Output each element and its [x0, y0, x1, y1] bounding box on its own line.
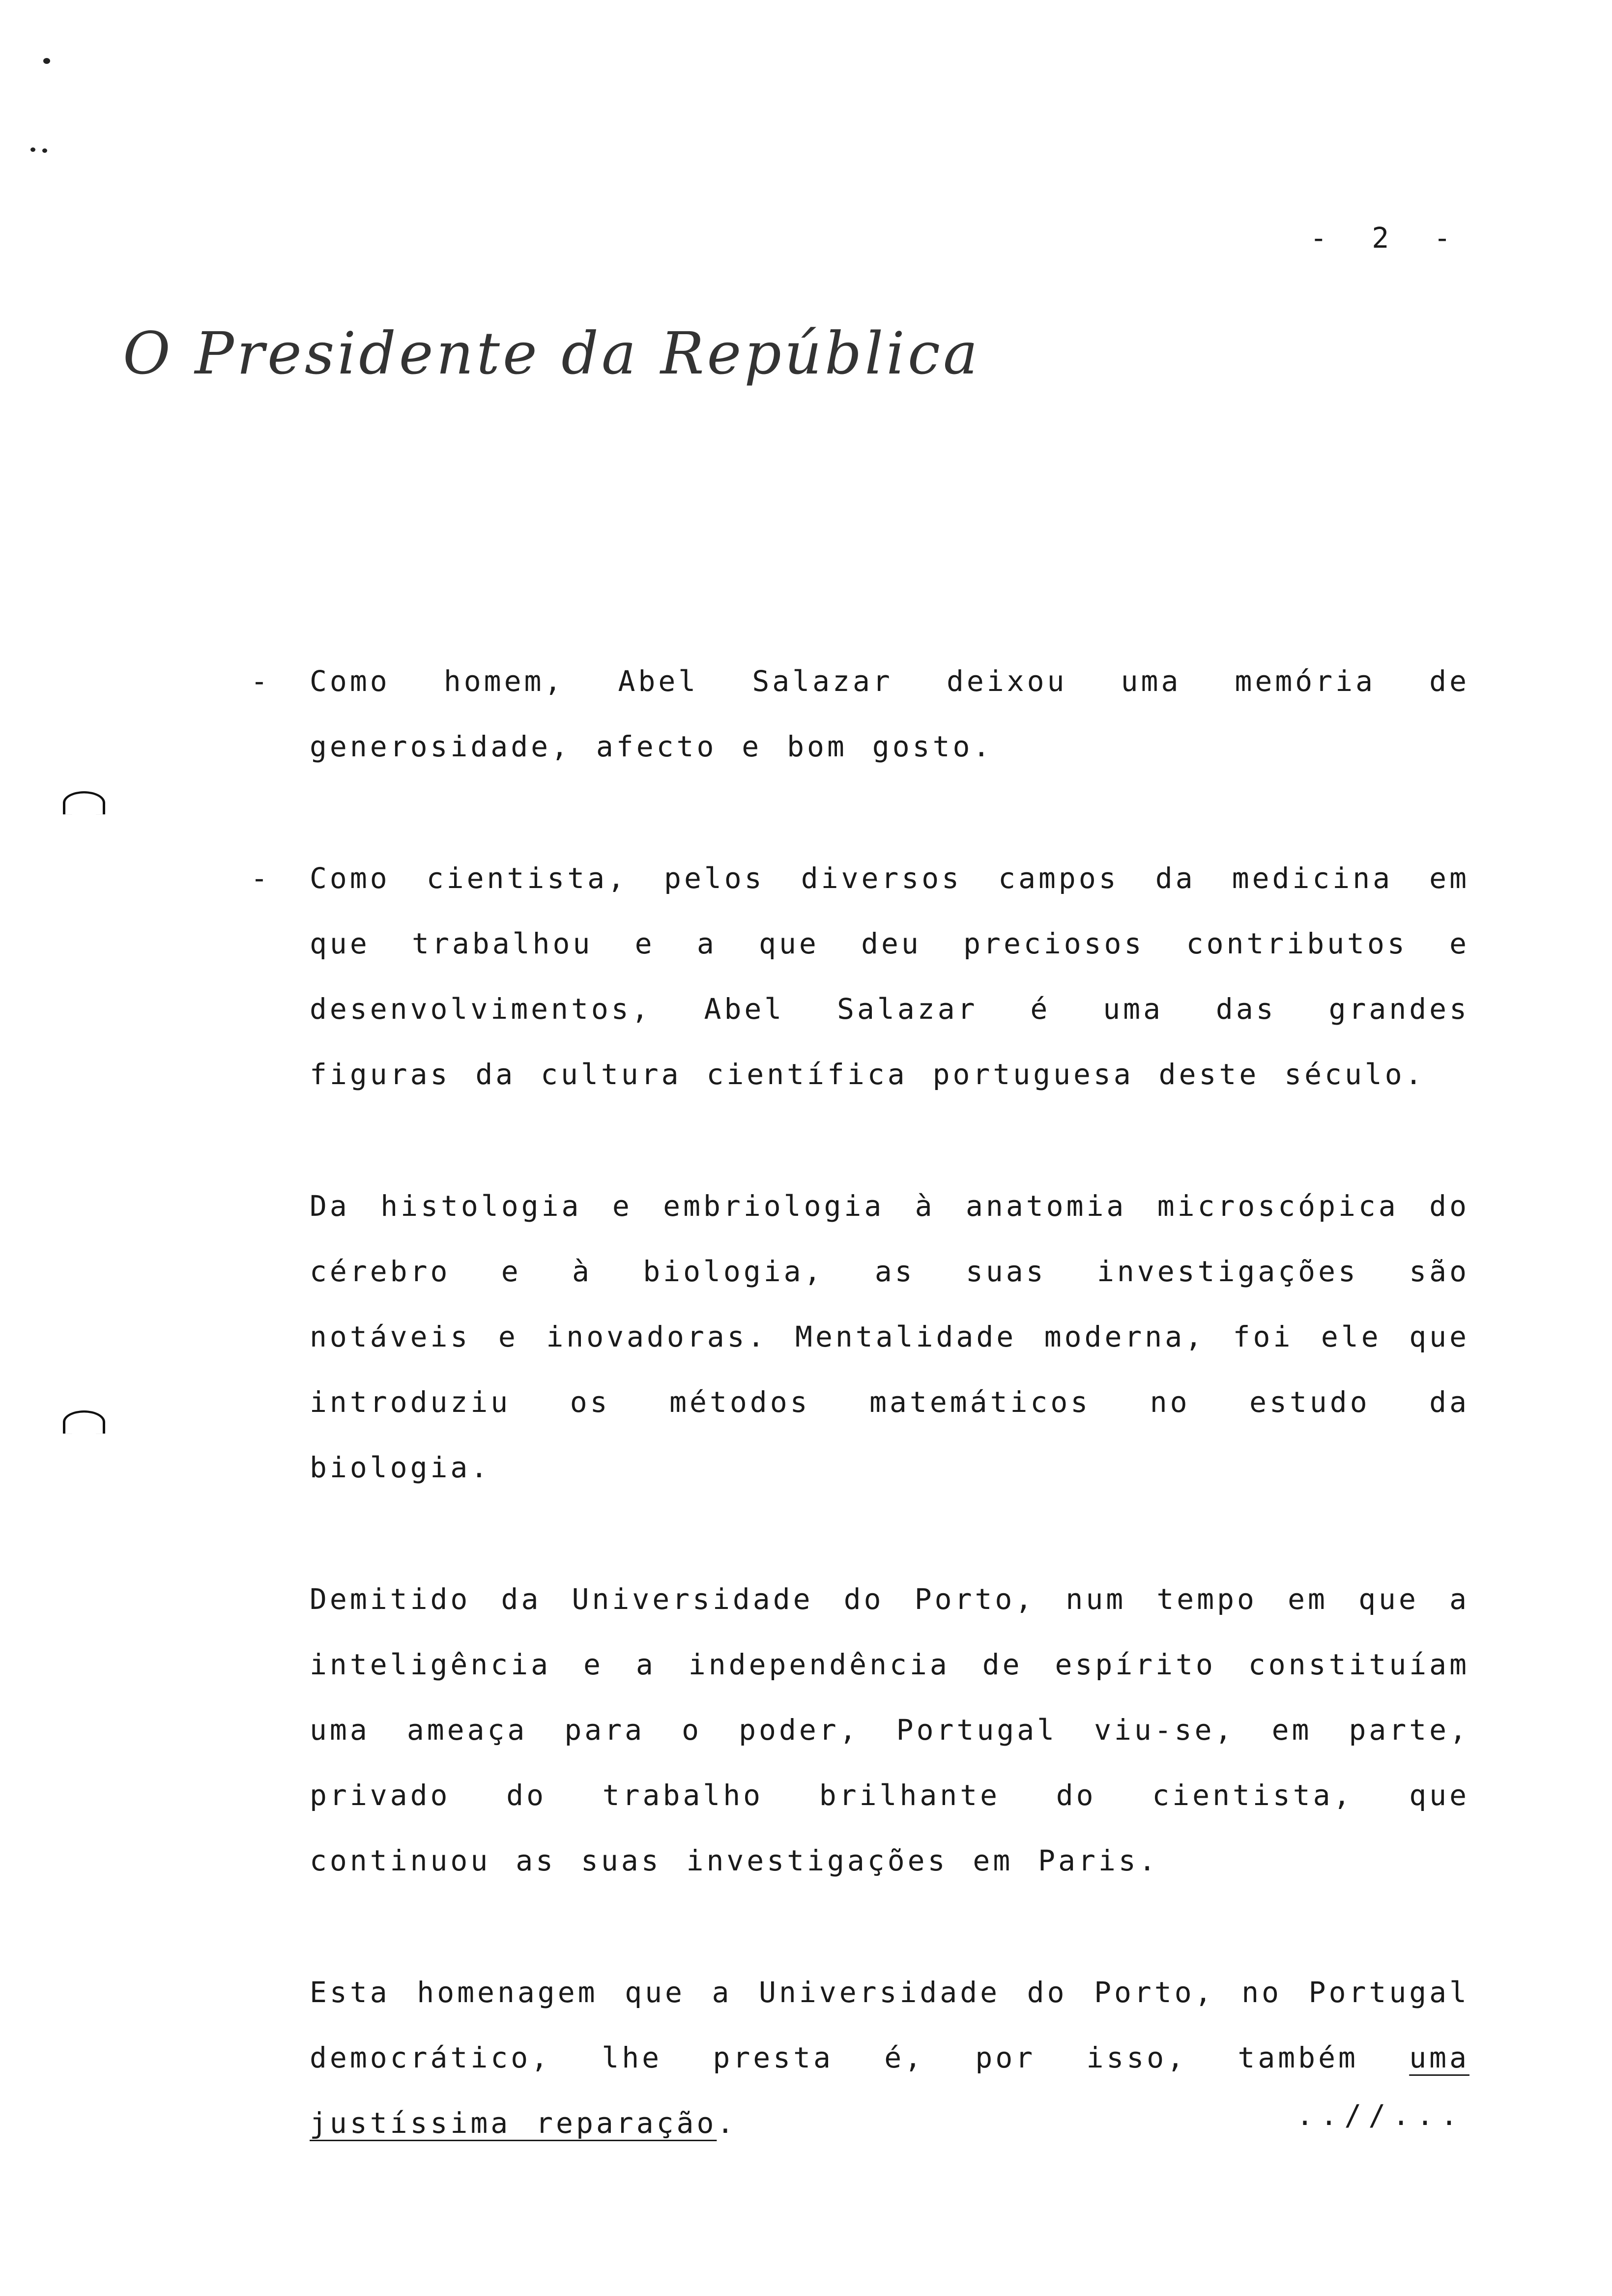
paragraph-2	[251, 846, 1469, 1107]
scan-speck	[30, 147, 35, 152]
letterhead: O Presidente da República	[123, 319, 981, 387]
punch-hole-mark	[63, 1410, 105, 1434]
paragraph-text: Como cientista, pelos diversos campos da medicina em que trabalhou e a que deu preciosos contributos e desenvolvimentos, Abel Salazar é uma das grandes figuras da cultura científica portuguesa deste século.	[310, 861, 1469, 1091]
body-text	[251, 649, 1469, 2156]
scan-speck	[43, 58, 50, 64]
bullet-dash: -	[251, 664, 271, 698]
paragraph-3	[310, 1174, 1469, 1500]
paragraph-text: Da histologia e embriologia à anatomia microscópica do cérebro e à biologia, as suas investigações são notáveis e inovadoras. Mentalidade moderna, foi ele que introduziu os métodos matemáticos no estudo da biologia.	[310, 1189, 1469, 1484]
bullet-dash: -	[251, 861, 271, 895]
paragraph-1	[251, 649, 1469, 779]
scan-speck	[42, 148, 47, 153]
paragraph-text: Esta homenagem que a Universidade do Porto, no Portugal democrático, lhe presta é, por isso, também	[310, 1976, 1469, 2074]
paragraph-5	[310, 1960, 1469, 2156]
punch-hole-mark	[63, 791, 105, 814]
continuation-mark: ..//...	[1296, 2098, 1465, 2132]
paragraph-end: .	[717, 2106, 737, 2140]
paragraph-4	[310, 1567, 1469, 1894]
underlined-phrase: uma justíssima reparação	[310, 2041, 1469, 2140]
page-number: - 2 -	[1310, 221, 1465, 255]
paragraph-text: Como homem, Abel Salazar deixou uma memória de generosidade, afecto e bom gosto.	[310, 664, 1469, 763]
paragraph-text: Demitido da Universidade do Porto, num tempo em que a inteligência e a independência de espírito constituíam uma ameaça para o poder, Portugal viu-se, em parte, privado do trabalho brilhante do cientista, que continuou as suas investigações em Paris.	[310, 1582, 1469, 1877]
